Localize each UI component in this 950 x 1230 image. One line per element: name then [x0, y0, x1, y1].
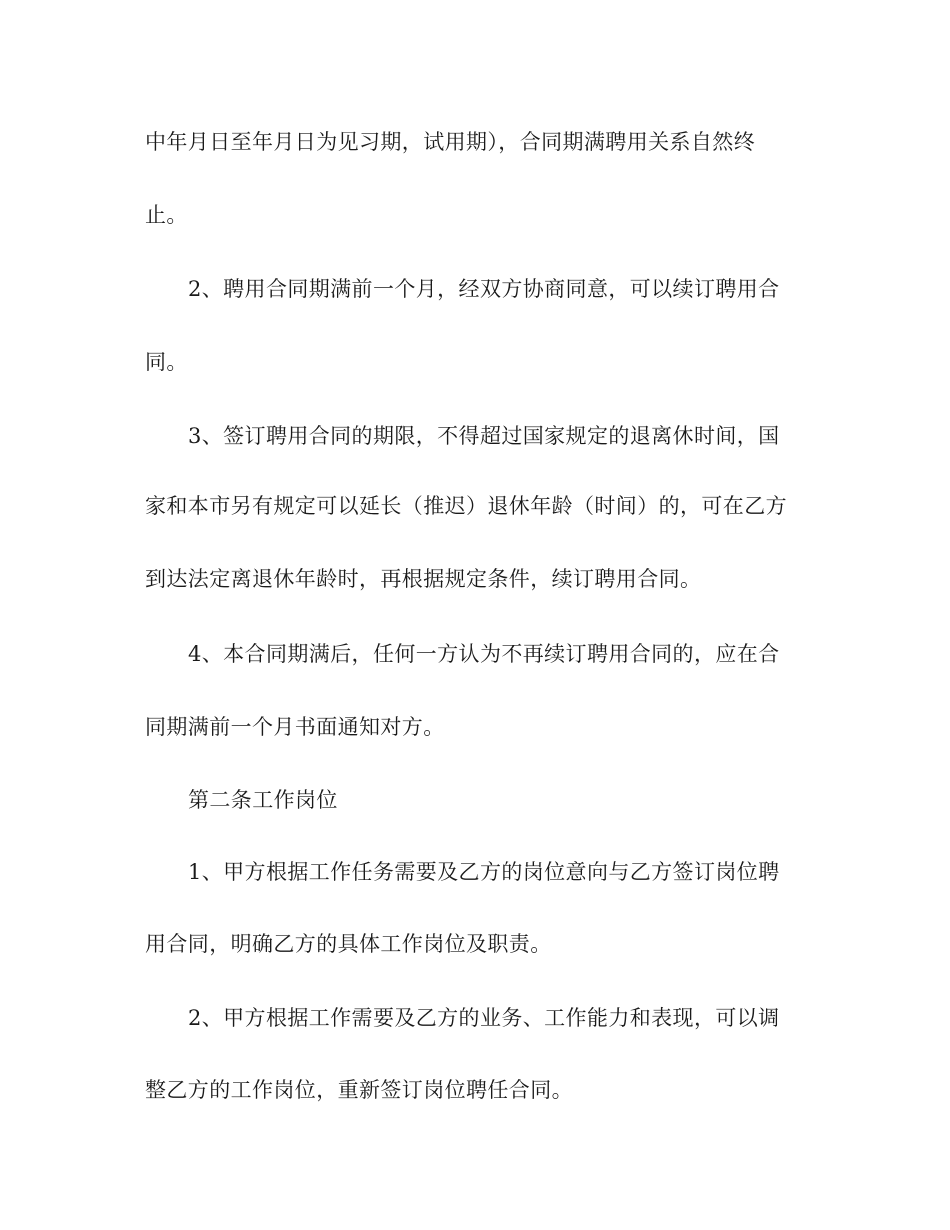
- clause-4-line-2: 同期满前一个月书面通知对方。: [145, 715, 445, 739]
- clause-4-line-1: 4、本合同期满后，任何一方认为不再续订聘用合同的，应在合: [188, 642, 780, 666]
- clause-3-line-1: 3、签订聘用合同的期限，不得超过国家规定的退离休时间，国: [188, 424, 780, 448]
- text-line-2: 止。: [145, 203, 188, 227]
- clause-3-line-2: 家和本市另有规定可以延长（推迟）退休年龄（时间）的，可在乙方: [145, 494, 787, 518]
- post-clause-1-line-2: 用合同，明确乙方的具体工作岗位及职责。: [145, 932, 552, 956]
- clause-2-line-1: 2、聘用合同期满前一个月，经双方协商同意，可以续订聘用合: [188, 277, 780, 301]
- clause-2-line-2: 同。: [145, 350, 188, 374]
- section-heading: 第二条工作岗位: [188, 788, 338, 812]
- post-clause-1-line-1: 1、甲方根据工作任务需要及乙方的岗位意向与乙方签订岗位聘: [188, 860, 780, 884]
- clause-3-line-3: 到达法定离退休年龄时，再根据规定条件，续订聘用合同。: [145, 567, 702, 591]
- text-line-1: 中年月日至年月日为见习期，试用期），合同期满聘用关系自然终: [145, 130, 756, 154]
- post-clause-2-line-2: 整乙方的工作岗位，重新签订岗位聘任合同。: [145, 1078, 573, 1102]
- post-clause-2-line-1: 2、甲方根据工作需要及乙方的业务、工作能力和表现，可以调: [188, 1006, 780, 1030]
